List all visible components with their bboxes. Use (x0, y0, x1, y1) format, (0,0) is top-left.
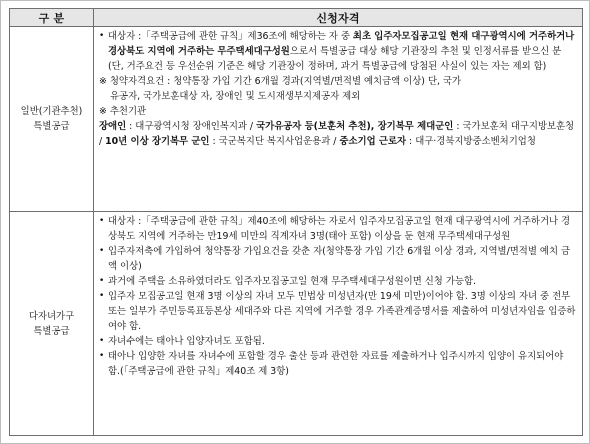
table-row-multichild-special (10, 212, 583, 436)
list-item: • 자녀수에는 태아나 입양자녀도 포함됨. (99, 334, 577, 349)
list-item: • 입주자저축에 가입하여 청약통장 가입요건을 갖춘 자(청약통장 가입 기간 6개월 이상 경과, 지역별/면적별 예치 금액 이상) (99, 244, 577, 274)
note-requirement (99, 74, 577, 104)
table-row-general-special (10, 27, 583, 212)
note-line: ※ 청약자격요건 : 청약통장 가입 기간 6개월 경과(지역별/면적별 예치금액 이상) 단, 국가 (99, 76, 462, 87)
agency-office: : 대구·경북지방중소벤처기업청 (406, 136, 536, 147)
agency-name: 국가유공자 등(보훈처 추천), 장기복무 제대군인 (256, 121, 454, 132)
header-category: 구 분 (10, 9, 94, 27)
category-label-line2: 특별공급 (33, 325, 70, 337)
agency-list (99, 119, 577, 149)
agency-office: : 국군복지단 복지사업운용과 / (209, 136, 340, 147)
list-item: • 과거에 주택을 소유하였더라도 입주자모집공고일 현재 무주택세대구성원이면 신청 가능함. (99, 274, 577, 289)
category-label-line1: 다자녀가구 (28, 310, 75, 322)
agency-name: 장애인 (99, 121, 127, 132)
bullet-text-emphasis: 최초 입주자모집공고일 현재 대구광역시에 거주하거나 경상북도 지역에 거주하는 무주택세대구성원 (108, 31, 575, 57)
agency-office: : 대구광역시청 장애인복지과 / (126, 121, 257, 132)
agency-office: : 국가보훈처 대구지방보훈청 / (99, 121, 575, 147)
category-cell (10, 27, 94, 212)
eligibility-table (9, 8, 583, 436)
agency-name: 중소기업 근로자 (339, 136, 407, 147)
category-label-line1: 일반(기관추천) (20, 106, 83, 117)
category-label-line2: 특별공급 (33, 121, 70, 132)
note-agencies-title: ※ 추천기관 (99, 106, 147, 117)
list-item: • 대상자 :「주택공급에 관한 규칙」제40조에 해당하는 자로서 입주자모집공고일 현재 대구광역시에 거주하거나 경상북도 지역에 거주하는 만19세 미만의 직계자녀 3명(태아 포함) 이상을 둔 현재 무주택세대구성원 (99, 214, 577, 244)
qualification-cell (94, 27, 583, 212)
table-header-row (10, 9, 583, 27)
list-item: • 태아나 입양한 자녀를 자녀수에 포함할 경우 출산 등과 관련한 자료를 제출하거나 입주시까지 입양이 유지되어야 함.(「주택공급에 관한 규칙」제40조 제 3항) (99, 349, 577, 379)
header-qualification: 신청자격 (94, 9, 583, 27)
qualification-cell (94, 212, 583, 436)
category-cell (10, 212, 94, 436)
list-item (99, 29, 577, 74)
bullet-text: 으로서 특별공급 대상 해당 기관장의 추천 및 인정서류를 받으신 분 (단, 거주요건 등 우선순위 기준은 해당 기관장이 정하며, 과거 특별공급에 당첨된 사실이 있는 자는 제외 함) (108, 46, 562, 72)
list-item: • 입주자 모집공고일 현재 3명 이상의 자녀 모두 민법상 미성년자(만 19세 미만)이어야 함. 3명 이상의 자녀 중 전부 또는 일부가 주민등록표등본상 세대주와 다른 지역에 거주할 경우 가족관계증명서를 제출하여 미성년자임을 입증하여야 함. (99, 289, 577, 334)
note-line: 유공자, 국가보훈대상 자, 장애인 및 도시재생부지제공자 제외 (110, 91, 361, 102)
bullet-text: 대상자 :「주택공급에 관한 규칙」제36조에 해당하는 자 중 (108, 31, 353, 42)
agency-name: 10년 이상 장기복무 군인 (105, 136, 210, 147)
